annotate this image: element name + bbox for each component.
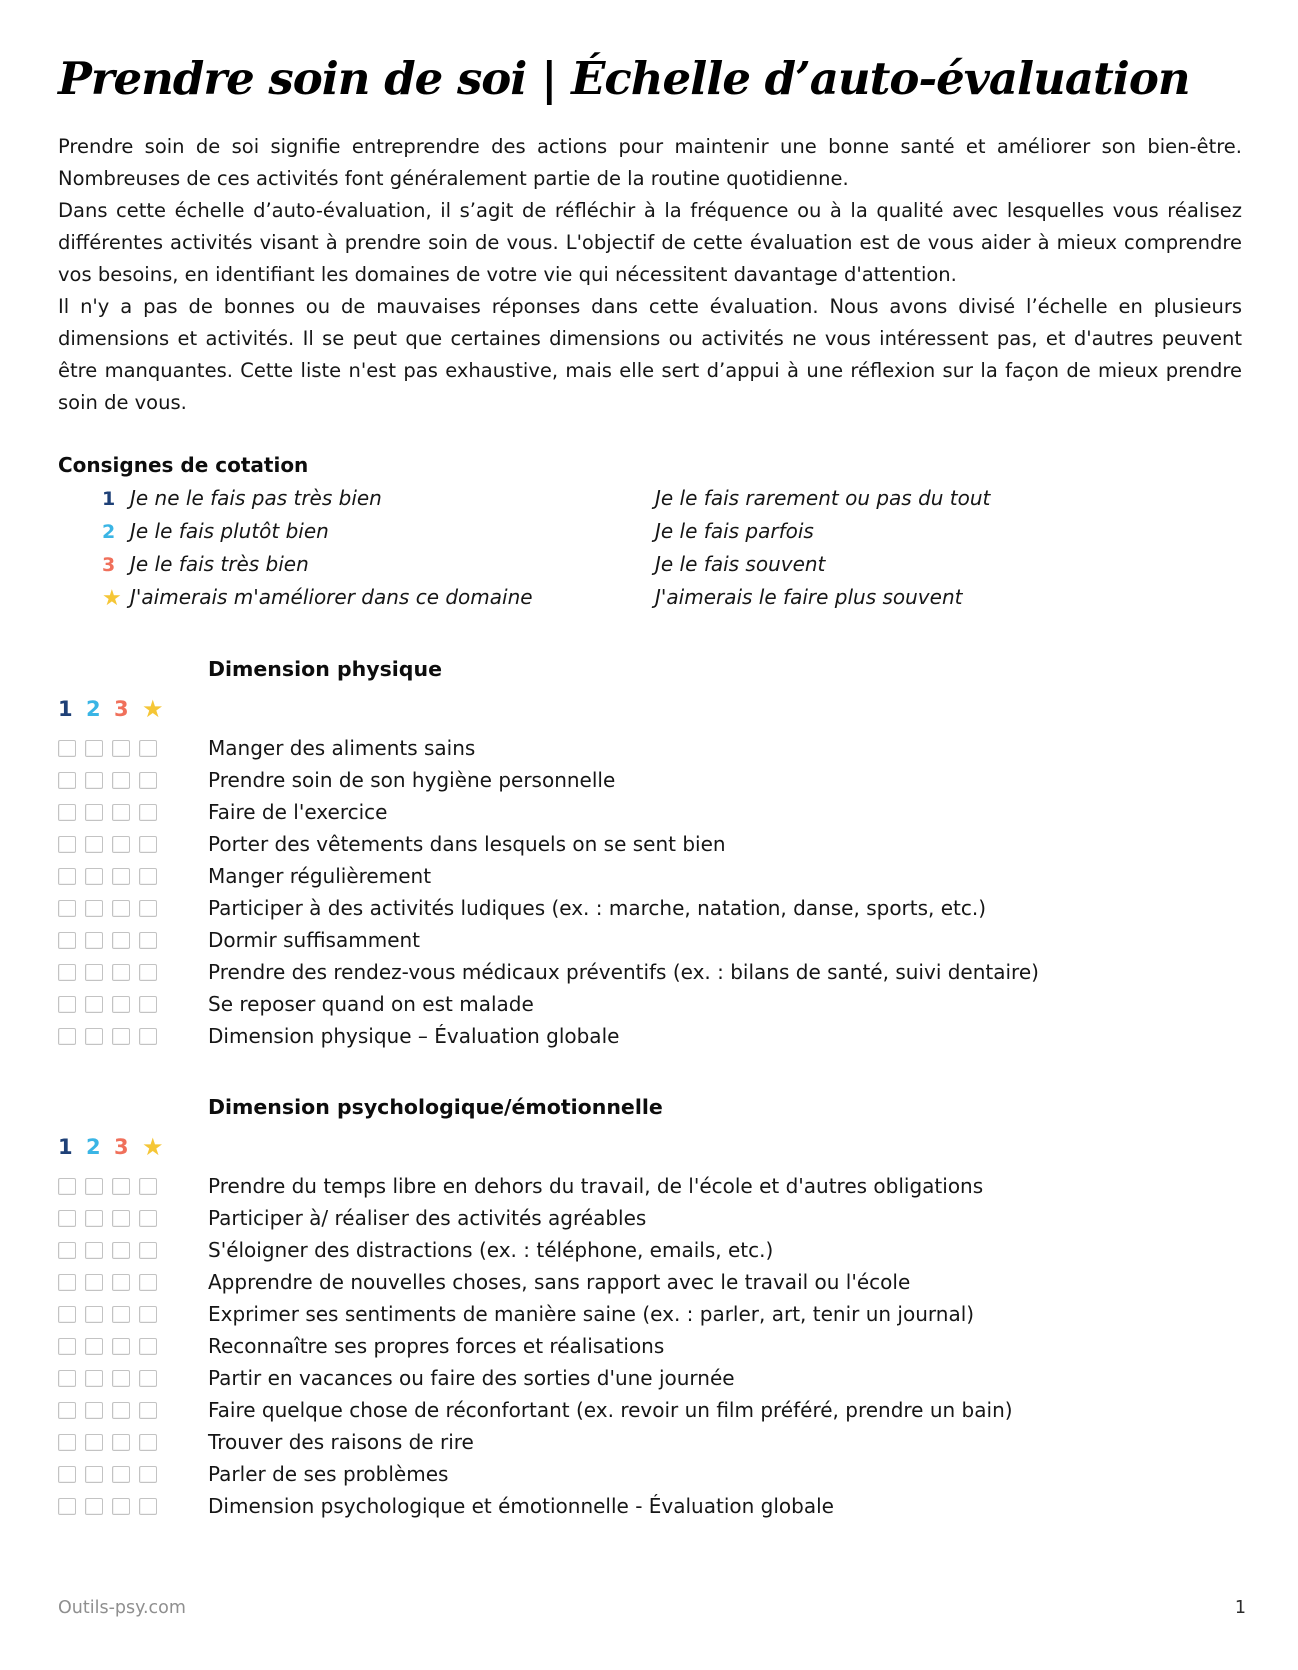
activity-label: Prendre du temps libre en dehors du travail, de l'école et d'autres obligations <box>208 1174 984 1198</box>
checklist-row <box>58 796 1242 828</box>
checkbox[interactable] <box>58 1306 76 1323</box>
checklist-row <box>58 1170 1242 1202</box>
activity-label: Dimension psychologique et émotionnelle - Évaluation globale <box>208 1494 834 1518</box>
rating-instructions-heading: Consignes de cotation <box>58 453 309 477</box>
legend-description-right: Je le fais souvent <box>655 552 826 576</box>
checkbox[interactable] <box>85 1402 103 1419</box>
checkbox[interactable] <box>85 1306 103 1323</box>
checkbox[interactable] <box>85 836 103 853</box>
intro-paragraph-2: Dans cette échelle d’auto-évaluation, il s’agit de réfléchir à la fréquence ou à la qualité avec lesquelles vous réalisez différentes activités visant à prendre soin de vous. L'objectif de cette évaluation est de vous aider à mieux comprendre vos besoins, en identifiant les domaines de votre vie qui nécessitent davantage d'attention. <box>58 199 1242 286</box>
rating-number-3-icon: 3 <box>102 554 116 576</box>
checkbox[interactable] <box>112 1434 130 1451</box>
footer-site-name: Outils-psy.com <box>58 1598 186 1618</box>
activity-label: Reconnaître ses propres forces et réalisations <box>208 1334 665 1358</box>
checkbox[interactable] <box>58 1242 76 1259</box>
checkbox[interactable] <box>139 1466 157 1483</box>
checkbox[interactable] <box>112 996 130 1013</box>
activity-label: Exprimer ses sentiments de manière saine (ex. : parler, art, tenir un journal) <box>208 1302 975 1326</box>
checkbox-group <box>58 1434 208 1451</box>
rating-number-2-icon: 2 <box>86 1135 101 1159</box>
rating-number-2-icon: 2 <box>102 521 116 543</box>
checklist-row <box>58 988 1242 1020</box>
checkbox[interactable] <box>112 836 130 853</box>
star-icon: ★ <box>102 586 122 611</box>
checklist-row <box>58 1202 1242 1234</box>
checkbox[interactable] <box>139 1498 157 1515</box>
checkbox[interactable] <box>112 1028 130 1045</box>
checkbox[interactable] <box>85 740 103 757</box>
legend-description-right: Je le fais parfois <box>655 519 814 543</box>
checkbox[interactable] <box>139 1434 157 1451</box>
checklist-row <box>58 924 1242 956</box>
activity-label: Faire quelque chose de réconfortant (ex. revoir un film préféré, prendre un bain) <box>208 1398 1013 1422</box>
activity-label: Parler de ses problèmes <box>208 1462 449 1486</box>
checklist-row <box>58 1362 1242 1394</box>
page-number: 1 <box>1234 1598 1246 1618</box>
checkbox[interactable] <box>112 868 130 885</box>
checkbox[interactable] <box>58 1028 76 1045</box>
checkbox-group <box>58 868 208 885</box>
checkbox[interactable] <box>112 1338 130 1355</box>
section-1 <box>58 654 1242 1052</box>
checkbox[interactable] <box>85 1210 103 1227</box>
legend-description-right: J'aimerais le faire plus souvent <box>655 585 963 609</box>
checkbox-group <box>58 836 208 853</box>
checkbox[interactable] <box>112 1306 130 1323</box>
checkbox[interactable] <box>85 1498 103 1515</box>
activity-label: Participer à des activités ludiques (ex. : marche, natation, danse, sports, etc.) <box>208 896 987 920</box>
checkbox[interactable] <box>85 1028 103 1045</box>
legend-row <box>58 581 1242 614</box>
checkbox[interactable] <box>58 1402 76 1419</box>
checkbox[interactable] <box>85 1274 103 1291</box>
checkbox[interactable] <box>58 964 76 981</box>
checkbox[interactable] <box>85 996 103 1013</box>
checkbox[interactable] <box>139 1178 157 1195</box>
checkbox-group <box>58 804 208 821</box>
legend-row <box>58 515 1242 548</box>
checkbox-group <box>58 1028 208 1045</box>
checkbox[interactable] <box>85 1370 103 1387</box>
page-footer <box>58 1598 1246 1618</box>
rating-number-3-icon: 3 <box>114 697 129 721</box>
checklist-row <box>58 1298 1242 1330</box>
checkbox[interactable] <box>139 1274 157 1291</box>
legend-description-left: Je le fais plutôt bien <box>130 519 329 543</box>
intro-paragraph-3: Il n'y a pas de bonnes ou de mauvaises réponses dans cette évaluation. Nous avons divisé l’échelle en plusieurs dimensions et activités. Il se peut que certaines dimensions ou activités ne vous intéressent pas, et d'autres peuvent être manquantes. Cette liste n'est pas exhaustive, mais elle sert d’appui à une réflexion sur la façon de mieux prendre soin de vous. <box>58 295 1242 414</box>
intro-paragraph-1: Prendre soin de soi signifie entreprendre des actions pour maintenir une bonne santé et améliorer son bien-être. Nombreuses de ces activités font généralement partie de la routine quotidienne. <box>58 135 1242 190</box>
activity-label: Apprendre de nouvelles choses, sans rapport avec le travail ou l'école <box>208 1270 911 1294</box>
section-heading: Dimension psychologique/émotionnelle <box>208 1095 663 1119</box>
section-heading: Dimension physique <box>208 657 442 681</box>
checkbox[interactable] <box>112 1498 130 1515</box>
checkbox-group <box>58 1498 208 1515</box>
checkbox[interactable] <box>139 964 157 981</box>
checkbox[interactable] <box>58 1434 76 1451</box>
checkbox-group <box>58 996 208 1013</box>
sections <box>58 654 1242 1522</box>
checkbox[interactable] <box>85 900 103 917</box>
checkbox[interactable] <box>58 1178 76 1195</box>
checkbox[interactable] <box>139 836 157 853</box>
rating-number-1-icon: 1 <box>58 1135 73 1159</box>
checkbox[interactable] <box>112 1242 130 1259</box>
activity-label: Prendre soin de son hygiène personnelle <box>208 768 616 792</box>
checkbox[interactable] <box>112 1370 130 1387</box>
checkbox[interactable] <box>112 1402 130 1419</box>
checklist-row <box>58 892 1242 924</box>
checkbox[interactable] <box>139 1028 157 1045</box>
activity-label: S'éloigner des distractions (ex. : téléphone, emails, etc.) <box>208 1238 774 1262</box>
section-2 <box>58 1092 1242 1522</box>
checklist-row <box>58 1394 1242 1426</box>
checkbox[interactable] <box>139 772 157 789</box>
legend-description-left: Je ne le fais pas très bien <box>130 486 382 510</box>
checkbox[interactable] <box>139 1306 157 1323</box>
checkbox[interactable] <box>58 932 76 949</box>
legend-rows <box>58 482 1242 614</box>
checkbox[interactable] <box>139 900 157 917</box>
checkbox-group <box>58 1210 208 1227</box>
checkbox[interactable] <box>58 996 76 1013</box>
checkbox-group <box>58 1242 208 1259</box>
activity-label: Prendre des rendez-vous médicaux préventifs (ex. : bilans de santé, suivi dentaire) <box>208 960 1039 984</box>
checklist-row <box>58 1458 1242 1490</box>
checkbox[interactable] <box>112 932 130 949</box>
activity-label: Faire de l'exercice <box>208 800 388 824</box>
rating-number-3-icon: 3 <box>114 1135 129 1159</box>
activity-label: Participer à/ réaliser des activités agréables <box>208 1206 647 1230</box>
rating-number-1-icon: 1 <box>58 697 73 721</box>
checkbox[interactable] <box>139 804 157 821</box>
checkbox[interactable] <box>139 1402 157 1419</box>
checkbox[interactable] <box>139 1370 157 1387</box>
legend-row <box>58 548 1242 581</box>
checkbox[interactable] <box>112 1466 130 1483</box>
checkbox-group <box>58 1306 208 1323</box>
checkbox-group <box>58 740 208 757</box>
rating-scale-header <box>58 697 1242 721</box>
checkbox[interactable] <box>85 1466 103 1483</box>
checkbox[interactable] <box>58 772 76 789</box>
checklist-row <box>58 860 1242 892</box>
checkbox[interactable] <box>112 740 130 757</box>
intro-text <box>58 131 1242 419</box>
checkbox-group <box>58 900 208 917</box>
checkbox[interactable] <box>112 964 130 981</box>
star-icon: ★ <box>142 1133 164 1161</box>
checkbox[interactable] <box>58 1498 76 1515</box>
activity-label: Manger des aliments sains <box>208 736 476 760</box>
activity-label: Dormir suffisamment <box>208 928 421 952</box>
checkbox[interactable] <box>139 1338 157 1355</box>
checkbox-group <box>58 1466 208 1483</box>
checkbox[interactable] <box>85 1242 103 1259</box>
checklist-row <box>58 764 1242 796</box>
checklist-row <box>58 1490 1242 1522</box>
checklist-row <box>58 828 1242 860</box>
checkbox[interactable] <box>58 1274 76 1291</box>
checkbox[interactable] <box>85 964 103 981</box>
checklist-row <box>58 1330 1242 1362</box>
activity-label: Partir en vacances ou faire des sorties d'une journée <box>208 1366 735 1390</box>
checkbox[interactable] <box>139 740 157 757</box>
activity-label: Porter des vêtements dans lesquels on se sent bien <box>208 832 726 856</box>
checkbox[interactable] <box>58 1466 76 1483</box>
checkbox[interactable] <box>85 932 103 949</box>
checklist-row <box>58 1426 1242 1458</box>
checkbox-group <box>58 1402 208 1419</box>
checkbox-group <box>58 772 208 789</box>
checkbox[interactable] <box>85 804 103 821</box>
checkbox[interactable] <box>58 900 76 917</box>
checklist-row <box>58 732 1242 764</box>
checkbox-group <box>58 1178 208 1195</box>
checkbox[interactable] <box>58 1210 76 1227</box>
checkbox[interactable] <box>112 1178 130 1195</box>
activity-label: Trouver des raisons de rire <box>208 1430 474 1454</box>
checkbox[interactable] <box>85 1338 103 1355</box>
activity-label: Dimension physique – Évaluation globale <box>208 1024 620 1048</box>
star-icon: ★ <box>142 695 164 723</box>
page-title: Prendre soin de soi | Échelle d’auto-évaluation <box>58 52 1190 105</box>
checkbox-group <box>58 932 208 949</box>
rating-scale-header <box>58 1135 1242 1159</box>
checkbox[interactable] <box>85 772 103 789</box>
activity-label: Se reposer quand on est malade <box>208 992 534 1016</box>
checkbox-group <box>58 1370 208 1387</box>
checkbox[interactable] <box>58 1338 76 1355</box>
checkbox[interactable] <box>112 900 130 917</box>
checkbox[interactable] <box>112 804 130 821</box>
checklist-row <box>58 1266 1242 1298</box>
checkbox-group <box>58 1338 208 1355</box>
checklist-row <box>58 1234 1242 1266</box>
checkbox[interactable] <box>139 868 157 885</box>
checkbox[interactable] <box>112 772 130 789</box>
checklist-row <box>58 1020 1242 1052</box>
checkbox[interactable] <box>112 1210 130 1227</box>
checklist-row <box>58 956 1242 988</box>
checkbox[interactable] <box>58 740 76 757</box>
checkbox[interactable] <box>85 1178 103 1195</box>
checkbox[interactable] <box>58 804 76 821</box>
checkbox[interactable] <box>58 1370 76 1387</box>
checkbox[interactable] <box>85 868 103 885</box>
checkbox-group <box>58 964 208 981</box>
checkbox[interactable] <box>139 1242 157 1259</box>
checkbox-group <box>58 1274 208 1291</box>
rating-number-2-icon: 2 <box>86 697 101 721</box>
activity-label: Manger régulièrement <box>208 864 432 888</box>
checkbox[interactable] <box>139 932 157 949</box>
checkbox[interactable] <box>58 836 76 853</box>
checkbox[interactable] <box>139 1210 157 1227</box>
checkbox[interactable] <box>58 868 76 885</box>
legend-row <box>58 482 1242 515</box>
checkbox[interactable] <box>85 1434 103 1451</box>
legend-description-left: Je le fais très bien <box>130 552 309 576</box>
legend-description-right: Je le fais rarement ou pas du tout <box>655 486 991 510</box>
legend-description-left: J'aimerais m'améliorer dans ce domaine <box>130 585 533 609</box>
rating-number-1-icon: 1 <box>102 488 116 510</box>
checkbox[interactable] <box>139 996 157 1013</box>
checkbox[interactable] <box>112 1274 130 1291</box>
